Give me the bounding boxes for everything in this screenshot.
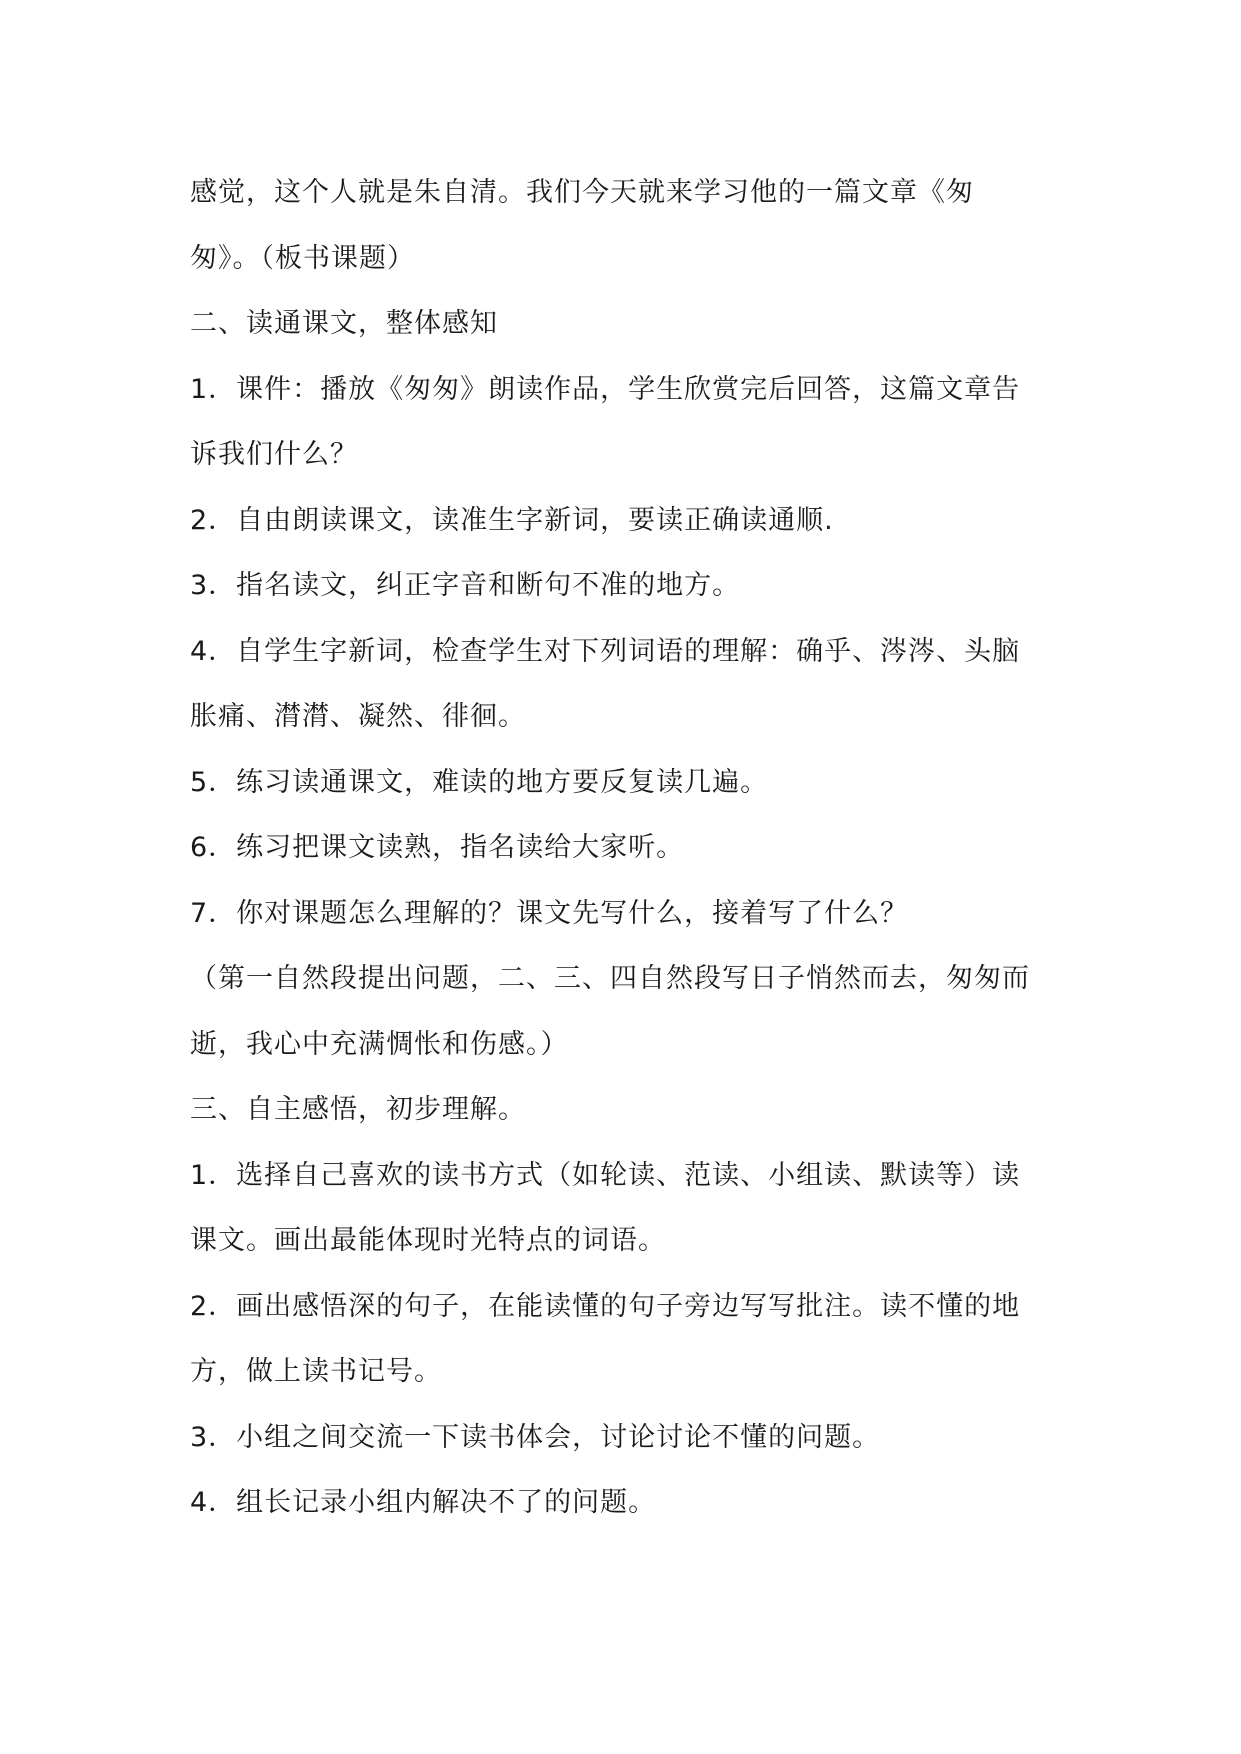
list-item: 1．选择自己喜欢的读书方式（如轮读、范读、小组读、默读等）读 xyxy=(190,1159,1021,1191)
list-item: 6．练习把课文读熟，指名读给大家听。 xyxy=(190,832,685,863)
list-item: 4．组长记录小组内解决不了的问题。 xyxy=(190,1487,657,1518)
list-item: 3．小组之间交流一下读书体会，讨论讨论不懂的问题。 xyxy=(190,1421,881,1453)
list-item: 5．练习读通课文，难读的地方要反复读几遍。 xyxy=(190,766,769,798)
text-line: 感觉，这个人就是朱自清。我们今天就来学习他的一篇文章《匆 xyxy=(190,177,974,208)
list-item: 2．自由朗读课文，读准生字新词，要读正确读通顺. xyxy=(190,504,834,536)
text-line: 课文。画出最能体现时光特点的词语。 xyxy=(190,1225,666,1256)
section-heading: 二、读通课文，整体感知 xyxy=(190,308,498,339)
text-line: 匆》。（板书课题） xyxy=(190,242,415,274)
text-line: 逝，我心中充满惆怅和伤感。） xyxy=(190,1028,569,1060)
text-line: 胀痛、潸潸、凝然、徘徊。 xyxy=(190,701,526,732)
section-heading: 三、自主感悟，初步理解。 xyxy=(190,1094,526,1125)
text-line: （第一自然段提出问题，二、三、四自然段写日子悄然而去，匆匆而 xyxy=(190,963,1030,994)
list-item: 7．你对课题怎么理解的？课文先写什么，接着写了什么？ xyxy=(190,897,909,929)
list-item: 2．画出感悟深的句子，在能读懂的句子旁边写写批注。读不懂的地 xyxy=(190,1290,1021,1322)
list-item: 4．自学生字新词，检查学生对下列词语的理解：确乎、涔涔、头脑 xyxy=(190,635,1021,667)
text-line: 诉我们什么？ xyxy=(190,439,358,470)
text-line: 方，做上读书记号。 xyxy=(190,1356,442,1387)
document-body xyxy=(190,160,1060,1536)
list-item: 3．指名读文，纠正字音和断句不准的地方。 xyxy=(190,570,741,601)
list-item: 1．课件：播放《匆匆》朗读作品，学生欣赏完后回答，这篇文章告 xyxy=(190,373,1021,405)
